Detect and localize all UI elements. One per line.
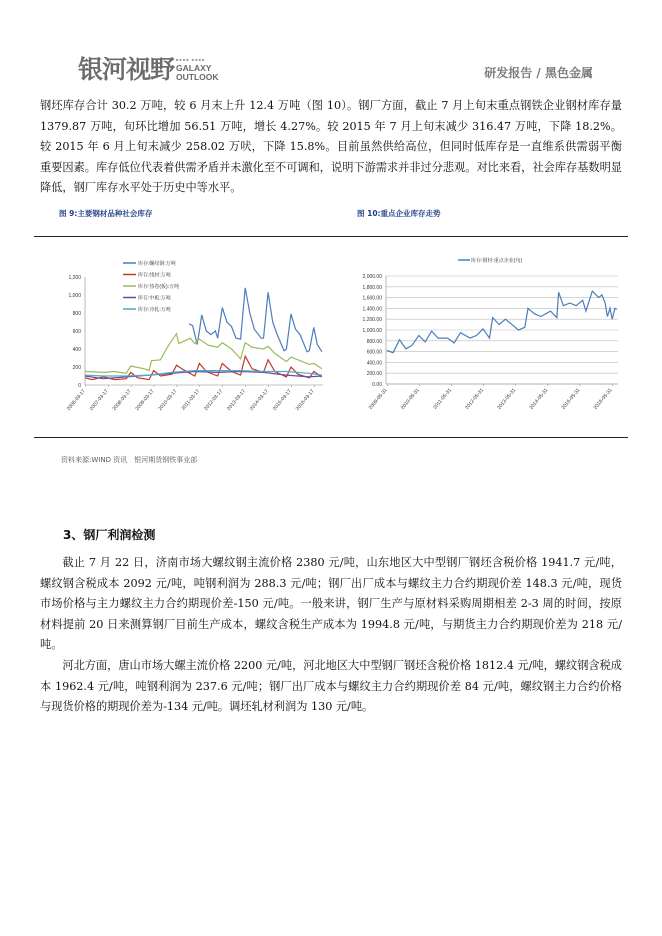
- logo-cn: 银河视野: [78, 55, 175, 84]
- report-section-label: 研发报告 / 黑色金属: [484, 66, 593, 80]
- chart-social-inventory: [50, 250, 340, 430]
- source-note: 资料来源:WIND 资讯 银河期货钢铁事业部: [61, 456, 198, 464]
- y-tick-label: 1,800.00: [362, 284, 382, 291]
- x-tick-label: 2016-03-17: [294, 388, 316, 412]
- legend-label: 库存:螺纹钢:万吨: [138, 261, 176, 267]
- y-tick-label: 1,000.00: [362, 328, 382, 334]
- y-tick-label: 1,200.00: [362, 317, 382, 324]
- y-tick-label: 0: [78, 383, 81, 389]
- y-tick-label: 400: [72, 347, 81, 353]
- paragraph-jinan-profit: 截止 7 月 22 日，济南市场大螺纹钢主流价格 2380 元/吨，山东地区大中型钢厂钢坯含税价格 1941.7 元/吨，螺纹钢含税成本 2092 元/吨，吨钢利润为 288.3 元/吨；钢厂出厂成本与螺纹主力合约期现价差 148.3 元/吨，现货市场价格与主力螺纹主力合约期现价差-150 元/吨。一般来讲，钢厂生产与原材料采购周期相差 2-3 周的时间，按原材料提前 20 日来测算钢厂目前生产成本，螺纹含税生产成本为 1994.8 元/吨，与期货主力合约期现价差为 218 元/吨。: [40, 556, 622, 651]
- y-tick-label: 200.00: [366, 371, 382, 378]
- x-tick-label: 2012-03-17: [203, 388, 225, 412]
- y-tick-label: 1,200: [68, 275, 81, 281]
- paragraph-hebei-profit: 河北方面，唐山市场大螺主流价格 2200 元/吨，河北地区大中型钢厂钢坯含税价格 1812.4 元/吨，螺纹钢含税成本 1962.4 元/吨，吨钢利润为 237.6 元/吨；钢厂出厂成本与螺纹主力合约期现价差 84 元/吨，螺纹钢主力合约价格与现货价格的期现价差为-134 元/吨。调坯轧材利润为 130 元/吨。: [40, 659, 622, 713]
- x-tick-label: 2010-05-31: [399, 387, 421, 411]
- legend-label: 库存:中板:万吨: [138, 295, 171, 302]
- paragraph-inventory: 钢坯库存合计 30.2 万吨，较 6 月末上升 12.4 万吨（图 10）。钢厂方面，截止 7 月上旬末重点钢铁企业钢材库存量 1379.87 万吨，旬环比增加 56.51 万吨，增长 4.27%。较 2015 年 7 月上旬末减少 316.47 万吨，下降 18.2%。较 2015 年 6 月上旬末减少 258.02 万吠，下降 15.8%。目前虽然供给高位，但同时低库存是一直维系供需弱平衡重要因素。库存低位代表着供需矛盾并未激化至不可调和，说明下游需求并非过分悲观。对比来看，社会库存基数明显降低，钢厂库存水平处于历史中等水平。: [40, 99, 622, 194]
- x-tick-label: 2013-03-17: [225, 388, 248, 412]
- figure-bottom-rule: [34, 437, 628, 438]
- y-tick-label: 600.00: [366, 349, 382, 356]
- x-tick-label: 2011-03-17: [180, 388, 202, 412]
- legend-label: 库存:线材:万吨: [138, 272, 171, 279]
- series-line: [189, 288, 322, 352]
- x-tick-label: 2008-03-17: [111, 388, 133, 412]
- x-tick-label: 2009-05-31: [367, 387, 389, 411]
- figure-10-caption: 图 10:重点企业库存走势: [357, 209, 441, 218]
- x-tick-label: 2007-03-17: [88, 388, 110, 412]
- x-tick-label: 2016-05-31: [592, 387, 614, 411]
- y-tick-label: 200: [72, 365, 81, 371]
- x-tick-label: 2014-03-17: [248, 388, 270, 412]
- y-tick-label: 400.00: [366, 360, 382, 367]
- series-line: [387, 291, 617, 353]
- legend-label: 库存:热卷(板):万吨: [138, 284, 180, 290]
- figure-9-caption: 图 9:主要钢材品种社会库存: [59, 209, 153, 218]
- y-tick-label: 1,000: [68, 293, 81, 299]
- logo-en: ■■■■ ■■■■ GALAXY OUTLOOK: [176, 57, 219, 82]
- y-tick-label: 1,600.00: [362, 295, 382, 302]
- y-tick-label: 800: [72, 311, 81, 317]
- y-tick-label: 2,000.00: [362, 274, 382, 280]
- legend-label: 库存:冷轧:万吨: [138, 307, 171, 313]
- y-tick-label: 800.00: [366, 338, 382, 345]
- x-tick-label: 2009-03-17: [134, 388, 156, 412]
- x-tick-label: 2014-05-31: [528, 387, 550, 411]
- x-tick-label: 2013-05-31: [496, 387, 518, 411]
- y-tick-label: 0.00: [372, 382, 382, 388]
- legend-label: 库存:钢材:重点企业(旬): [471, 258, 523, 264]
- x-tick-label: 2010-03-17: [157, 388, 179, 412]
- x-tick-label: 2012-05-31: [464, 387, 486, 411]
- y-tick-label: 1,400.00: [362, 306, 382, 313]
- galaxy-outlook-logo: [78, 50, 219, 86]
- x-tick-label: 2015-03-17: [271, 388, 293, 412]
- chart-key-enterprise-inventory: [340, 250, 630, 430]
- section-3-heading: 3、钢厂利润检测: [63, 528, 156, 542]
- y-tick-label: 600: [72, 329, 81, 335]
- figure-top-rule: [34, 236, 628, 237]
- x-tick-label: 2006-03-17: [65, 388, 87, 412]
- x-tick-label: 2015-05-31: [560, 387, 582, 411]
- x-tick-label: 2011-05-31: [432, 387, 454, 411]
